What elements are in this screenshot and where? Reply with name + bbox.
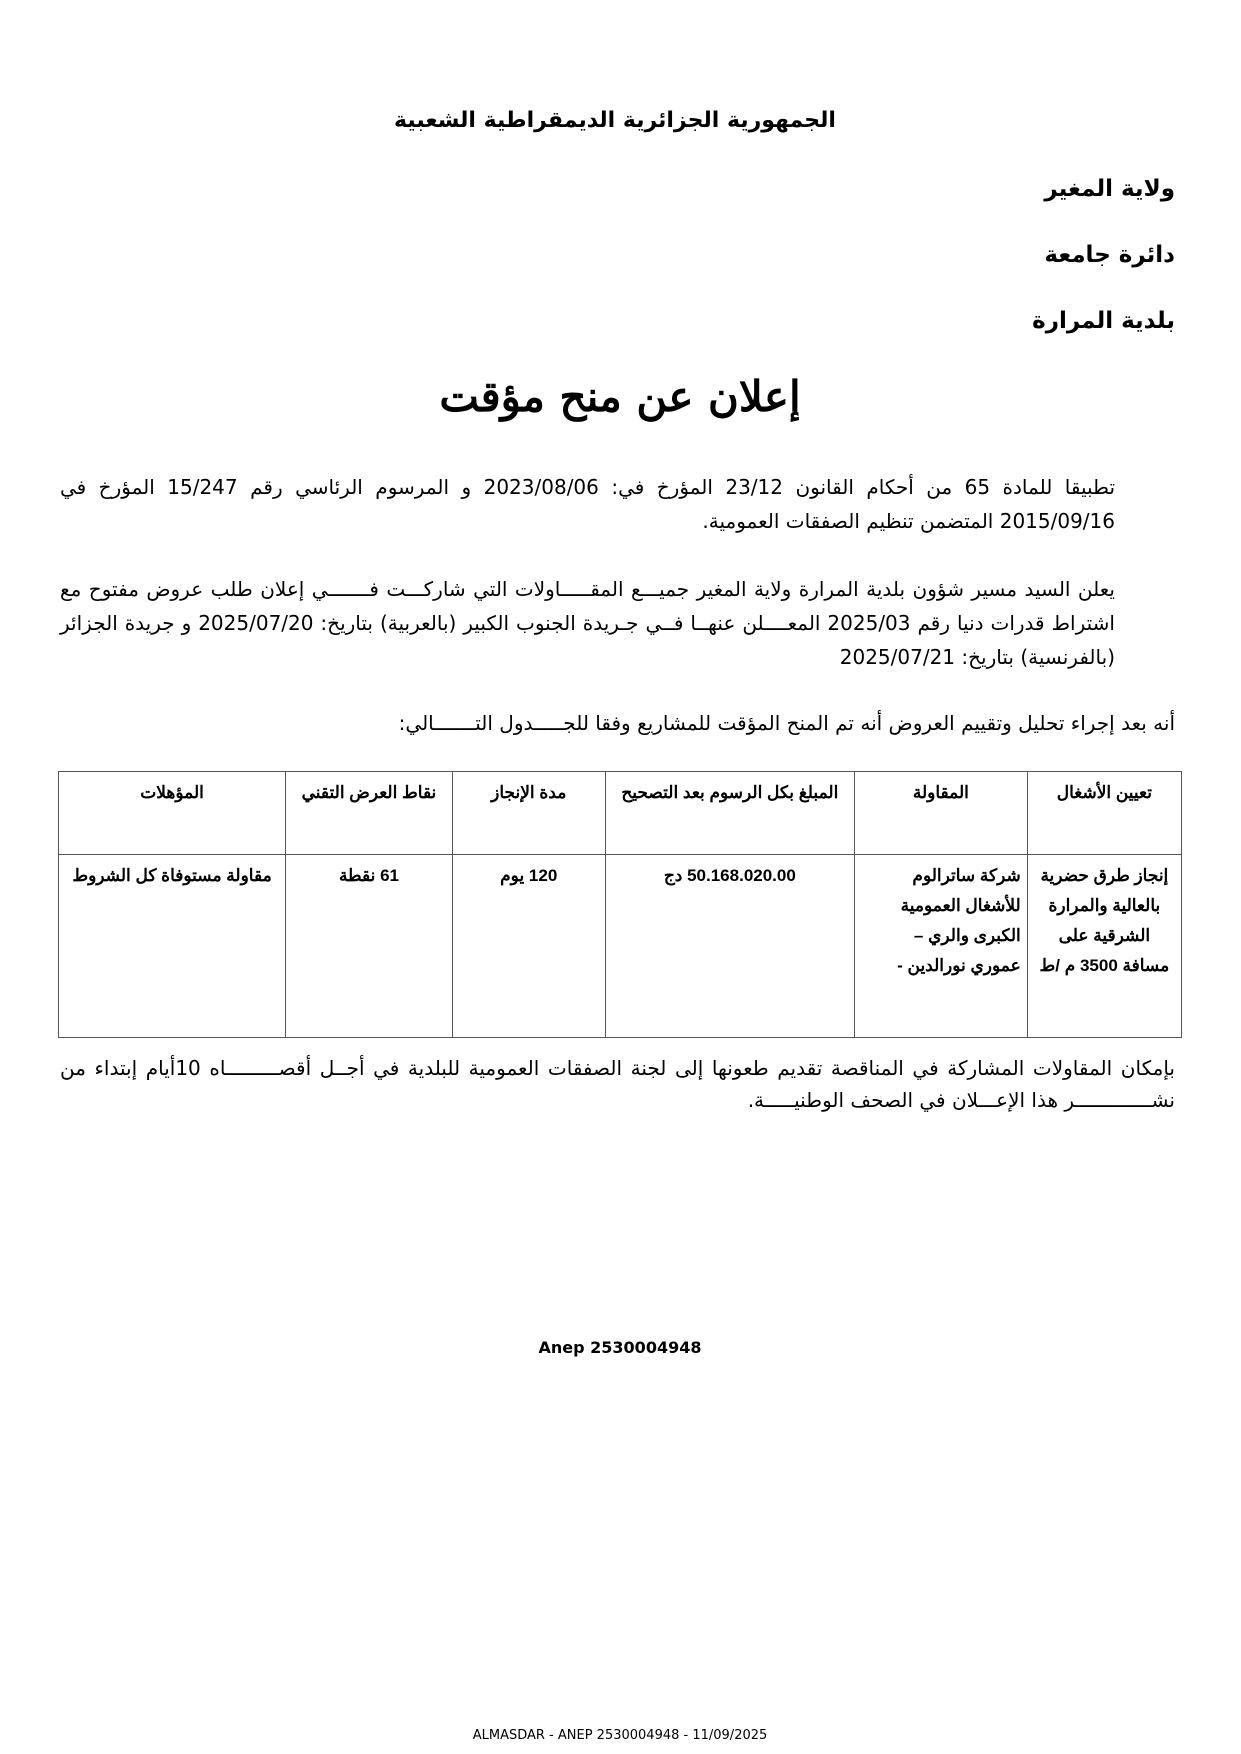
cell-contractor: شركة ساترالوم للأشغال العمومية الكبرى والري – عموري نورالدين - — [855, 855, 1028, 1038]
header-contractor: المقاولة — [855, 772, 1028, 855]
header-duration: مدة الإنجاز — [452, 772, 605, 855]
header-amount: المبلغ بكل الرسوم بعد التصحيح — [605, 772, 854, 855]
baladia-label: بلدية المرارة — [1032, 308, 1175, 334]
wilaya-label: ولاية المغير — [1044, 176, 1175, 202]
header-works: تعيين الأشغال — [1027, 772, 1181, 855]
cell-points: 61 نقطة — [286, 855, 453, 1038]
table-header-row — [59, 772, 1182, 855]
republic-heading: الجمهورية الجزائرية الديمقراطية الشعبية — [394, 108, 836, 133]
appeal-paragraph: بإمكان المقاولات المشاركة في المناقصة تقديم طعونها إلى لجنة الصفقات العمومية للبلدية في أجــل أقصـــــــــاه 10أيام إبتداء من نشـــــــــــــر هذا الإعـــلان في الصحف الوطنيـــــة. — [60, 1056, 1175, 1112]
header-qualifications: المؤهلات — [59, 772, 286, 855]
table-intro-paragraph: أنه بعد إجراء تحليل وتقييم العروض أنه تم المنح المؤقت للمشاريع وفقا للجـــــدول التـــــــالي: — [398, 711, 1175, 735]
daira-label: دائرة جامعة — [1044, 242, 1175, 268]
table-row — [59, 855, 1182, 1038]
cell-amount: 50.168.020.00 دج — [605, 855, 854, 1038]
announcement-paragraph: يعلن السيد مسير شؤون بلدية المرارة ولاية المغير جميـــع المقـــــاولات التي شاركـــت فـــــــي إعلان طلب عروض مفتوح مع اشتراط قدرات دنيا رقم 2025/03 المعــــلن عنهــا فــي جـريدة الجنوب الكبير (بالعربية) بتاريخ: 2025/07/20 و جريدة الجزائر (بالفرنسية) بتاريخ: 2025/07/21 — [60, 577, 1115, 669]
cell-works: إنجاز طرق حضرية بالعالية والمرارة الشرقية على مسافة 3500 م /ط — [1027, 855, 1181, 1038]
document-title: إعلان عن منح مؤقت — [439, 372, 801, 421]
legal-basis-paragraph: تطبيقا للمادة 65 من أحكام القانون 23/12 المؤرخ في: 2023/08/06 و المرسوم الرئاسي رقم 15/247 المؤرخ في 2015/09/16 المتضمن تنظيم الصفقات العمومية. — [60, 475, 1116, 533]
cell-duration: 120 يوم — [452, 855, 605, 1038]
cell-qualifications: مقاولة مستوفاة كل الشروط — [59, 855, 286, 1038]
awards-table — [58, 771, 1182, 1038]
anep-reference: Anep 2530004948 — [538, 1338, 702, 1357]
page-footer: ALMASDAR - ANEP 2530004948 - 11/09/2025 — [472, 1728, 768, 1743]
header-points: نقاط العرض التقني — [286, 772, 453, 855]
